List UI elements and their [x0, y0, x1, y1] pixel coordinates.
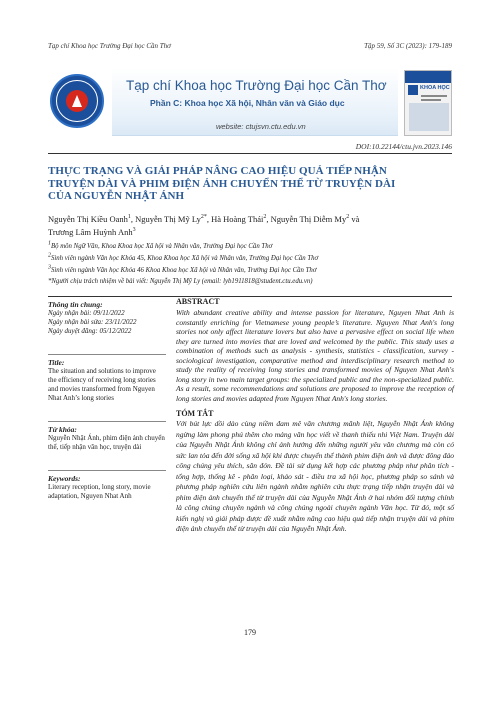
running-header-journal: Tạp chí Khoa học Trường Đại học Cần Thơ — [48, 42, 171, 50]
affiliation — [48, 241, 452, 253]
tomtat-heading: TÓM TẮT — [176, 409, 214, 418]
doi: DOI:10.22144/ctu.jvn.2023.146 — [355, 142, 452, 151]
affiliation-mark: 1 — [48, 240, 51, 247]
page-number: 179 — [244, 628, 256, 637]
info-divider — [48, 421, 166, 422]
author-separator: , — [130, 214, 136, 224]
accepted-date: Ngày duyệt đăng: 05/12/2022 — [48, 327, 132, 335]
keywords-en-text: Literary reception, long story, movie adaptation, Nguyen Nhat Anh — [48, 483, 151, 500]
article-title-line: TRUYỆN DÀI VÀ PHIM ĐIỆN ẢNH CHUYỂN THỂ TỪ TRUYỆN DÀI — [48, 177, 396, 190]
info-divider — [48, 470, 166, 471]
affiliation-mark: 3 — [48, 264, 51, 271]
affiliation — [48, 265, 452, 277]
info-heading: Thông tin chung: — [48, 300, 103, 309]
university-logo-icon — [50, 74, 104, 128]
article-info-column — [48, 300, 166, 501]
corresponding-author: *Người chịu trách nhiệm về bài viết: Nguyễn Thị Mỹ Ly (email: lyb1911818@student.ctu.edu.vn) — [48, 278, 313, 286]
author-name: Nguyễn Thị Mỹ Ly — [135, 214, 201, 224]
affiliation-text: Bộ môn Ngữ Văn, Khoa Khoa học Xã hội và Nhân văn, Trường Đại học Cần Thơ — [51, 243, 273, 250]
journal-cover-label: KHOA HỌC — [420, 85, 450, 91]
author-separator: , — [206, 214, 212, 224]
abstract-column — [176, 296, 454, 535]
received-date: Ngày nhận bài: 09/11/2022 — [48, 309, 125, 317]
banner-panel — [112, 68, 398, 136]
author-name: Hà Hoàng Thái — [211, 214, 264, 224]
author-separator: , — [266, 214, 271, 224]
author-affiliation-mark: 1 — [127, 214, 131, 221]
article-title-line: THỰC TRẠNG VÀ GIẢI PHÁP NÂNG CAO HIỆU QUẢ TIẾP NHẬN — [48, 165, 387, 177]
info-divider — [48, 354, 166, 355]
author-name: Nguyễn Thị Diễm My — [270, 214, 347, 224]
english-title-heading: Title: — [48, 358, 65, 367]
affiliation-mark: 2 — [48, 252, 51, 259]
article-title-line: CỦA NGUYỄN NHẬT ÁNH — [48, 190, 185, 202]
abstract-heading: ABSTRACT — [176, 297, 220, 306]
author-affiliation-mark: 3 — [132, 227, 136, 234]
affiliation — [48, 253, 452, 265]
affiliation-text: Sinh viên ngành Văn học Khóa 46 Khoa Khoa học Xã hội và Nhân văn, Trường Đại học Cần Thơ — [51, 266, 317, 274]
banner-website: website: ctujsvn.ctu.edu.vn — [216, 122, 306, 131]
author-separator: và — [349, 214, 360, 224]
author-affiliation-mark: 2 — [263, 214, 267, 221]
author-affiliation-mark: 2* — [200, 214, 207, 221]
header-divider — [48, 153, 452, 154]
keywords-vi-heading: Từ khóa: — [48, 425, 77, 434]
english-title-text: The situation and solutions to improve the efficiency of receiving long stories and movies transformed from Nguyen Nhat Anh’s long stories — [48, 367, 156, 402]
journal-cover-icon — [404, 70, 452, 136]
tomtat-text: Với bút lực dồi dào cùng niềm đam mê văn chương mãnh liệt, Nguyễn Nhật Ánh không ngừng làm phong phú thêm cho mảng văn học viết về thanh thiếu nhi Việt Nam. Truyện dài của Nguyễn Nhật Ánh không chỉ ảnh hưởng đến những người yêu văn chương mà còn có sức lan tỏa đến đời sống xã hội khi được chuyển thể thành phim điện ảnh và được đông đảo công chúng yêu thích, săn đón. Đề tài sử dụng kết hợp các phương pháp như phân tích - tổng hợp, thống kê - phân loại, khảo sát - điều tra xã hội học, phương pháp so sánh và phương pháp nghiên cứu liên ngành nhằm nghiên cứu thực trạng tiếp nhận truyện dài và phim điện ảnh chuyển thể từ truyện dài của Nguyễn Nhật Ánh ở hai nhóm đối tượng chính là công chúng chuyên ngành và công chúng ngoài chuyên ngành Văn học. Từ đó, một số kiến nghị và giải pháp được đề xuất nhằm nâng cao hiệu quả tiếp nhận truyện dài và phim điện ảnh chuyển thể từ truyện dài của Nguyễn Nhật Ánh. — [176, 419, 454, 533]
author-list — [48, 213, 452, 239]
affiliation-list — [48, 241, 452, 288]
banner-title: Tạp chí Khoa học Trường Đại học Cần Thơ — [126, 78, 387, 93]
author-line — [48, 213, 452, 226]
author-line — [48, 226, 452, 239]
journal-banner — [48, 68, 452, 138]
abstract-text: With abundant creative ability and intense passion for literature, Nguyen Nhat Anh is constantly enriching for Vietnamese young people’s literature. Nguyen Nhat Anh's long stories not only affect literature lovers but also have a pervasive effect on social life when they are turned into movies that are loved and welcomed by the public. This study uses a combination of methods such as analysis - synthesis, statistics - classification, survey - sociological investigation, comparative method and interdisciplinary research method to study the reality of receiving long stories and transformed movies of Nguyen Nhat Anh's long story in two main target groups: the specialized public and the non-specialized public. As a result, some recommendations and solutions are proposed to improve the reception of long stories and movies adapted from Nguyen Nhat Anh's long stories. — [176, 308, 454, 403]
author-affiliation-mark: 2 — [346, 214, 350, 221]
author-name: Trương Lâm Huỳnh Anh — [48, 227, 133, 237]
revised-date: Ngày nhận bài sửa: 23/11/2022 — [48, 318, 137, 326]
running-header-volume: Tập 59, Số 3C (2023): 179-189 — [364, 42, 452, 50]
banner-subtitle: Phần C: Khoa học Xã hội, Nhân văn và Giáo dục — [150, 98, 345, 108]
keywords-vi-text: Nguyễn Nhật Ánh, phim điện ảnh chuyển thể, tiếp nhận văn học, truyện dài — [48, 434, 165, 451]
article-title — [48, 165, 452, 203]
affiliation-text: Sinh viên ngành Văn học Khóa 45, Khoa Khoa học Xã hội và Nhân văn, Trường Đại học Cần Thơ — [51, 254, 319, 262]
author-name: Nguyễn Thị Kiều Oanh — [48, 214, 128, 224]
keywords-en-heading: Keywords: — [48, 474, 81, 483]
